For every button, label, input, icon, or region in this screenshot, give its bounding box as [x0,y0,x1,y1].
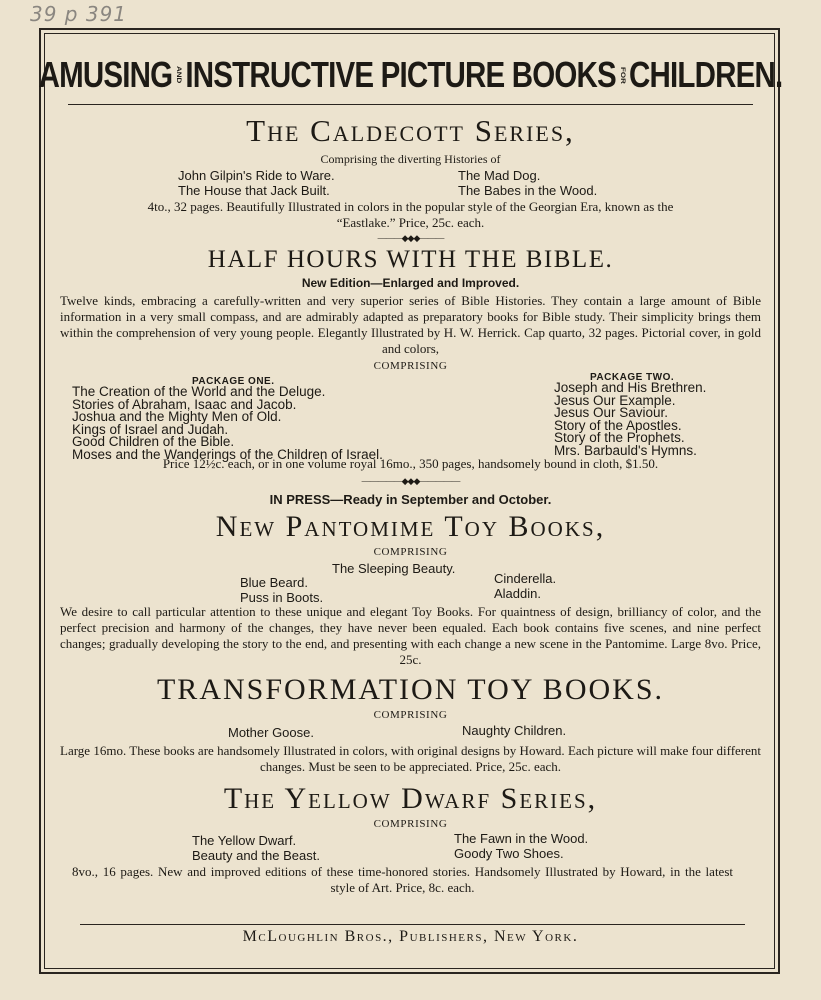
masthead-part1: AMUSING [38,54,173,95]
list-item: John Gilpin's Ride to Ware. [178,168,335,183]
list-item: The House that Jack Built. [178,183,330,198]
yellow-dwarf-title: The Yellow Dwarf Series, [223,782,598,815]
masthead [38,44,783,106]
publisher-footer: McLoughlin Bros., Publishers, New York. [242,928,579,945]
package-two-list [554,382,706,457]
list-item: Good Children of the Bible. [72,434,235,449]
transformation-title: TRANSFORMATION TOY BOOKS. [156,673,665,706]
list-item: Story of the Prophets. [554,430,685,445]
transformation-list [58,723,763,741]
caldecott-title: The Caldecott Series, [246,113,575,148]
list-item: Stories of Abraham, Isaac and Jacob. [72,396,297,412]
list-item: Puss in Boots. [240,590,324,605]
list-item: The Babes in the Wood. [458,183,598,198]
masthead-part3: CHILDREN. [629,54,783,95]
list-item: Joseph and His Brethren. [554,380,707,395]
ornament-divider: —————◆◆◆————— [361,476,460,486]
list-item: The Fawn in the Wood. [454,831,589,846]
masthead-for: FOR [619,66,627,84]
pantomime-comprising: COMPRISING [373,546,448,558]
list-item: Mother Goose. [228,725,314,740]
package-one-list [72,386,383,461]
list-item: Blue Beard. [240,575,308,590]
half-hours-price: Price 12½c. each, or in one volume royal 16mo., 350 pages, handsomely bound in cloth, $1.50. [162,456,659,471]
list-item: The Mad Dog. [458,168,541,183]
pantomime-title: New Pantomime Toy Books, [215,510,606,543]
pantomime-list [58,560,763,604]
pencil-note: 39 p 391 [30,2,128,26]
list-item: The Creation of the World and the Deluge. [72,384,326,399]
in-press-notice: IN PRESS—Ready in September and October. [269,492,552,507]
list-item: Jesus Our Saviour. [554,405,669,420]
list-item: Cinderella. [494,571,557,586]
package-one-label: PACKAGE ONE. [192,376,275,387]
footer-rule [80,924,745,925]
yellow-dwarf-desc: 8vo., 16 pages. New and improved editions of these time-honored stories. Handsomely Illustrated by Howard, in the latest style of Art. Price, 8c. each. [72,864,733,895]
list-item: Kings of Israel and Judah. [72,421,229,437]
packages [58,372,763,462]
masthead-and: AND [175,66,183,84]
caldecott-comprising: Comprising the diverting Histories of [320,152,501,166]
pantomime-desc: We desire to call particular attention to these unique and elegant Toy Books. For quaintness of design, brilliancy of color, and the perfect precision and harmony of the changes, they have never been equaled. Each book contains five scenes, and nine perfect changes; gradually developing the story to the end, and presenting with each change a new scene in the Pantomime. Large 8vo. Price, 25c. [60,604,761,667]
list-item: Jesus Our Example. [554,392,676,408]
list-item: The Sleeping Beauty. [332,561,456,576]
caldecott-desc-2: “Eastlake.” Price, 25c. each. [336,215,485,230]
masthead-part2: INSTRUCTIVE PICTURE BOOKS [185,54,616,95]
transformation-comprising: COMPRISING [373,709,448,721]
list-item: Mrs. Barbauld's Hymns. [554,442,697,458]
package-two-label: PACKAGE TWO. [590,372,675,383]
advert-content [38,44,783,896]
list-item: Goody Two Shoes. [454,846,564,861]
list-item: Naughty Children. [462,723,567,738]
half-hours-desc: Twelve kinds, embracing a carefully-written and very superior series of Bible Histories. They contain a large amount of Bible information in a very small compass, and are admirably adapted as preparatory books for Bible study. Their simplicity brings them within the comprehension of very young people. Elegantly Illustrated by H. W. Herrick. Cap quarto, 32 pages. Pictorial cover, in gold and colors, [60,293,761,356]
list-item: Beauty and the Beast. [192,848,320,863]
yellow-dwarf-comprising: COMPRISING [373,818,448,830]
list-item: Story of the Apostles. [554,417,682,433]
caldecott-list [58,167,763,199]
caldecott-desc-1: 4to., 32 pages. Beautifully Illustrated in colors in the popular style of the Georgian Era, known as the [147,199,674,214]
list-item: Joshua and the Mighty Men of Old. [72,409,282,424]
yellow-dwarf-list [58,832,763,864]
half-hours-edition: New Edition—Enlarged and Improved. [301,276,520,290]
transformation-desc: Large 16mo. These books are handsomely Illustrated in colors, with original designs by Howard. Each picture will make four different changes. Must be seen to be appreciated. Price, 25c. each. [60,743,761,774]
half-hours-comprising: COMPRISING [373,360,448,372]
list-item: The Yellow Dwarf. [192,833,297,848]
list-item: Aladdin. [494,586,541,601]
ornament-divider: ———◆◆◆——— [377,233,444,243]
half-hours-title: HALF HOURS WITH THE BIBLE. [207,246,614,273]
list-item: Moses and the Wanderings of the Children of Israel. [72,446,383,462]
